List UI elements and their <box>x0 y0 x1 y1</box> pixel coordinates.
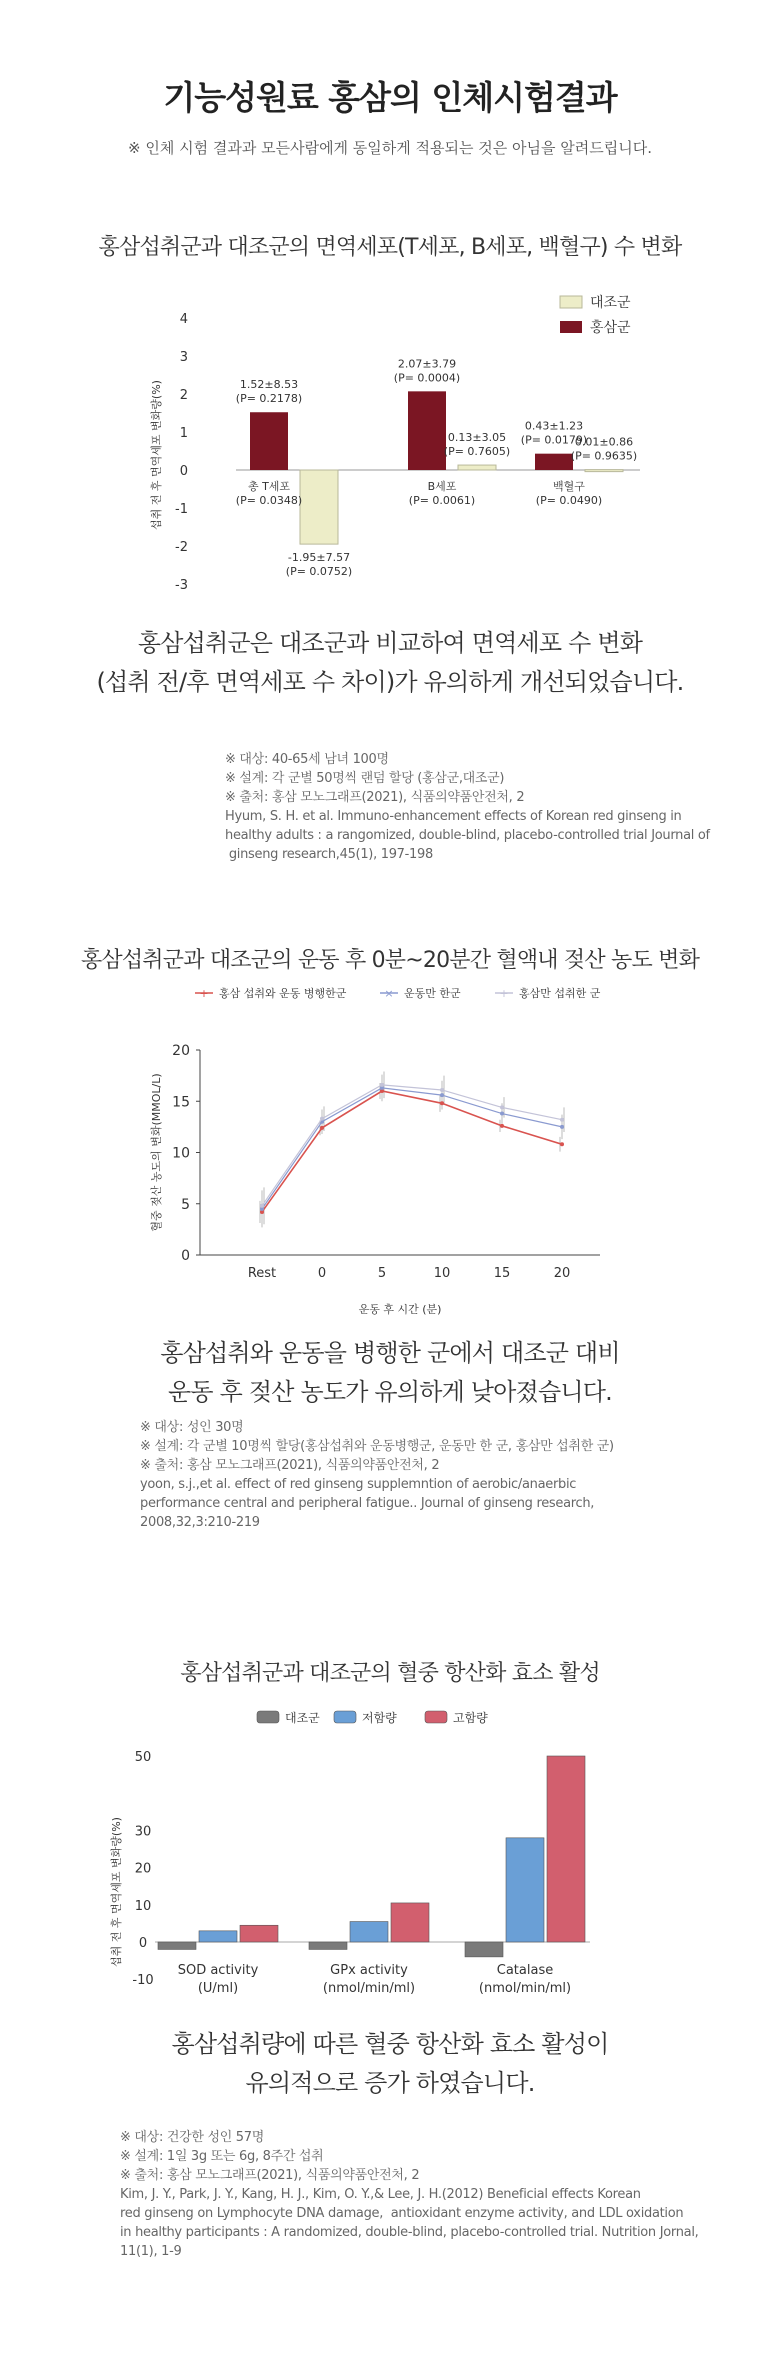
legend-label: 홍삼만 섭취한 군 <box>519 987 601 1000</box>
data-point <box>320 1117 324 1121</box>
lactate-line-chart <box>0 985 780 1330</box>
y-tick-label: 30 <box>134 1824 152 1840</box>
data-point <box>560 1125 564 1129</box>
control-value-label: 0.13±3.05 <box>447 431 507 445</box>
data-point <box>440 1101 444 1105</box>
note-line: ※ 출처: 홍삼 모노그래프(2021), 식품의약품안전처, 2 <box>225 790 525 805</box>
x-tick-label: 10 <box>433 1266 451 1281</box>
y-tick-label: 0 <box>179 464 188 479</box>
data-point <box>260 1204 264 1208</box>
note-line: ※ 대상: 건강한 성인 57명 <box>120 2130 265 2145</box>
note-line: 2008,32,3:210-219 <box>140 1515 260 1530</box>
legend-swatch <box>334 1711 356 1723</box>
y-tick-label: -3 <box>175 578 188 593</box>
data-point <box>560 1118 564 1122</box>
category-label: GPx activity <box>330 1963 408 1978</box>
section1-conclusion <box>0 624 780 702</box>
legend-label: 대조군 <box>285 1711 320 1725</box>
data-point <box>380 1083 384 1087</box>
legend-marker: + <box>199 987 209 1000</box>
ginseng-bar <box>250 412 288 470</box>
section3-heading: 홍삼섭취군과 대조군의 혈중 항산화 효소 활성 <box>180 1661 600 1686</box>
note-line: ※ 대상: 40-65세 남녀 100명 <box>225 752 389 767</box>
category-unit-label: (nmol/min/ml) <box>478 1981 572 1996</box>
data-point <box>440 1088 444 1092</box>
category-label: 총 T세포 <box>247 480 291 493</box>
legend-swatch <box>257 1711 279 1723</box>
ginseng-p-label: (P= 0.0004) <box>393 371 461 385</box>
control-p-label: (P= 0.9635) <box>570 449 638 463</box>
y-tick-label: 20 <box>134 1861 152 1877</box>
category-p-label: (P= 0.0348) <box>235 494 303 507</box>
legend-swatch-ginseng <box>560 321 582 333</box>
note-line: red ginseng on Lymphocyte DNA damage, antioxidant enzyme activity, and LDL oxidation <box>120 2206 684 2221</box>
bar <box>309 1942 347 1949</box>
category-label: 백혈구 <box>553 480 585 493</box>
series-line <box>262 1091 562 1212</box>
ginseng-bar <box>408 391 446 470</box>
note-line: ※ 설계: 각 군별 10명씩 할당(홍삼섭취와 운동병행군, 운동만 한 군, 홍삼만 섭취한 군) <box>140 1439 614 1454</box>
note-line: yoon, s.j.,et al. effect of red ginseng supplemntion of aerobic/anaerbic <box>140 1477 577 1492</box>
immune-cell-bar-chart <box>0 290 780 620</box>
ginseng-p-label: (P= 0.2178) <box>235 392 303 406</box>
legend-label-control: 대조군 <box>590 295 631 311</box>
y-tick-label: 15 <box>172 1094 190 1111</box>
y-tick-label: 3 <box>179 350 188 365</box>
legend-marker: × <box>384 987 394 1000</box>
legend-swatch <box>425 1711 447 1723</box>
bar <box>506 1838 544 1942</box>
legend-label: 운동만 한군 <box>404 987 461 1000</box>
ginseng-value-label: 1.52±8.53 <box>239 378 299 392</box>
y-axis-label: 혈중 젖산 농도의 변화(MMOL/L) <box>150 1073 163 1232</box>
y-tick-label: -10 <box>132 1973 154 1989</box>
x-tick-label: 5 <box>377 1266 387 1281</box>
x-tick-label: 20 <box>553 1266 571 1281</box>
note-line: ※ 출처: 홍삼 모노그래프(2021), 식품의약품안전처, 2 <box>140 1458 440 1473</box>
bar <box>240 1925 278 1942</box>
bar <box>547 1756 585 1942</box>
data-point <box>320 1126 324 1130</box>
note-line: ※ 출처: 홍삼 모노그래프(2021), 식품의약품안전처, 2 <box>120 2168 420 2183</box>
category-label: Catalase <box>496 1963 554 1978</box>
data-point <box>440 1093 444 1097</box>
x-tick-label: Rest <box>247 1266 277 1281</box>
y-tick-label: 1 <box>179 426 188 441</box>
x-axis-label: 운동 후 시간 (분) <box>358 1303 442 1316</box>
note-line: ※ 설계: 1일 3g 또는 6g, 8주간 섭취 <box>120 2149 324 2164</box>
y-tick-label: 4 <box>179 312 188 327</box>
category-p-label: (P= 0.0061) <box>408 494 476 507</box>
section1-notes <box>225 750 745 864</box>
bar <box>350 1922 388 1942</box>
series-line <box>262 1085 562 1206</box>
note-line: Hyum, S. H. et al. Immuno-enhancement effects of Korean red ginseng in <box>225 809 682 824</box>
x-tick-label: 0 <box>317 1266 327 1281</box>
bar <box>158 1942 196 1949</box>
x-tick-label: 15 <box>493 1266 511 1281</box>
legend-label: 고함량 <box>453 1711 488 1725</box>
ginseng-value-label: 0.43±1.23 <box>524 419 584 433</box>
section2-notes <box>140 1418 740 1532</box>
bar <box>391 1903 429 1942</box>
y-axis-label: 섭취 전 후 면역세포 변화량(%) <box>150 380 163 530</box>
legend-label: 저함량 <box>362 1711 397 1725</box>
control-bar <box>585 470 623 472</box>
page-disclaimer: ※ 인체 시험 결과과 모든사람에게 동일하게 적용되는 것은 아님을 알려드립니다. <box>128 139 652 157</box>
legend-label: 홍삼 섭취와 운동 병행한군 <box>219 987 347 1000</box>
section2-heading: 홍삼섭취군과 대조군의 운동 후 0분~20분간 혈액내 젖산 농도 변화 <box>80 948 700 973</box>
section3-conclusion-line1: 홍삼섭취량에 따른 혈중 항산화 효소 활성이 <box>171 2030 609 2058</box>
ginseng-p-label: (P= 0.0179) <box>520 433 588 447</box>
category-unit-label: (nmol/min/ml) <box>322 1981 416 1996</box>
section2-conclusion-line2: 운동 후 젖산 농도가 유의하게 낮아졌습니다. <box>168 1378 612 1406</box>
legend-swatch-control <box>560 296 582 308</box>
legend-label-ginseng: 홍삼군 <box>590 320 631 336</box>
data-point <box>560 1142 564 1146</box>
note-line: ※ 대상: 성인 30명 <box>140 1420 244 1435</box>
y-tick-label: 2 <box>179 388 188 403</box>
bar <box>199 1931 237 1942</box>
category-p-label: (P= 0.0490) <box>535 494 603 507</box>
ginseng-value-label: 2.07±3.79 <box>397 357 457 371</box>
y-tick-label: 10 <box>134 1898 152 1914</box>
section1-conclusion-line1: 홍삼섭취군은 대조군과 비교하여 면역세포 수 변화 <box>137 629 643 657</box>
control-bar <box>300 470 338 544</box>
note-line: ※ 설계: 각 군별 50명씩 랜덤 할당 (홍삼군,대조군) <box>225 771 505 786</box>
control-bar <box>458 465 496 470</box>
control-p-label: (P= 0.7605) <box>443 445 511 459</box>
y-tick-label: 5 <box>181 1196 190 1213</box>
y-tick-label: 0 <box>138 1936 148 1951</box>
data-point <box>500 1124 504 1128</box>
section2-conclusion <box>0 1334 780 1412</box>
legend-marker: + <box>499 987 509 1000</box>
control-p-label: (P= 0.0752) <box>285 565 353 579</box>
section3-conclusion <box>0 2025 780 2103</box>
note-line: ginseng research,45(1), 197-198 <box>225 847 433 862</box>
note-line: Kim, J. Y., Park, J. Y., Kang, H. J., Kim, O. Y.,& Lee, J. H.(2012) Beneficial effects Korean <box>120 2187 641 2202</box>
antioxidant-bar-chart <box>0 1705 780 2005</box>
y-tick-label: 0 <box>181 1248 190 1264</box>
section1-heading: 홍삼섭취군과 대조군의 면역세포(T세포, B세포, 백혈구) 수 변화 <box>98 235 682 260</box>
category-unit-label: (U/ml) <box>197 1981 239 1996</box>
data-point <box>500 1112 504 1116</box>
note-line: healthy adults : a rangomized, double-blind, placebo-controlled trial Journal of <box>225 828 710 843</box>
section2-conclusion-line1: 홍삼섭취와 운동을 병행한 군에서 대조군 대비 <box>160 1339 620 1367</box>
page-title: 기능성원료 홍삼의 인체시험결과 <box>163 78 617 117</box>
control-value-label: -1.95±7.57 <box>287 551 351 565</box>
y-tick-label: 20 <box>172 1043 190 1059</box>
category-label: SOD activity <box>177 1963 259 1978</box>
section1-conclusion-line2: (섭취 전/후 면역세포 수 차이)가 유의하게 개선되었습니다. <box>96 668 684 696</box>
note-line: performance central and peripheral fatigue.. Journal of ginseng research, <box>140 1496 595 1511</box>
note-line: 11(1), 1-9 <box>120 2244 182 2259</box>
y-tick-label: 50 <box>134 1750 152 1765</box>
note-line: in healthy participants : A randomized, double-blind, placebo-controlled trial. Nutrition Jornal, <box>120 2225 699 2240</box>
section3-notes <box>120 2128 760 2261</box>
ginseng-bar <box>535 454 573 470</box>
bar <box>465 1942 503 1957</box>
data-point <box>500 1105 504 1109</box>
control-value-label: 0.01±0.86 <box>574 435 634 449</box>
y-axis-label: 섭취 전 후 면역세포 변화량(%) <box>110 1817 123 1967</box>
section3-conclusion-line2: 유의적으로 증가 하였습니다. <box>245 2069 535 2097</box>
y-tick-label: 10 <box>172 1145 190 1162</box>
y-tick-label: -1 <box>175 502 188 517</box>
category-label: B세포 <box>427 480 457 493</box>
y-tick-label: -2 <box>175 540 188 555</box>
